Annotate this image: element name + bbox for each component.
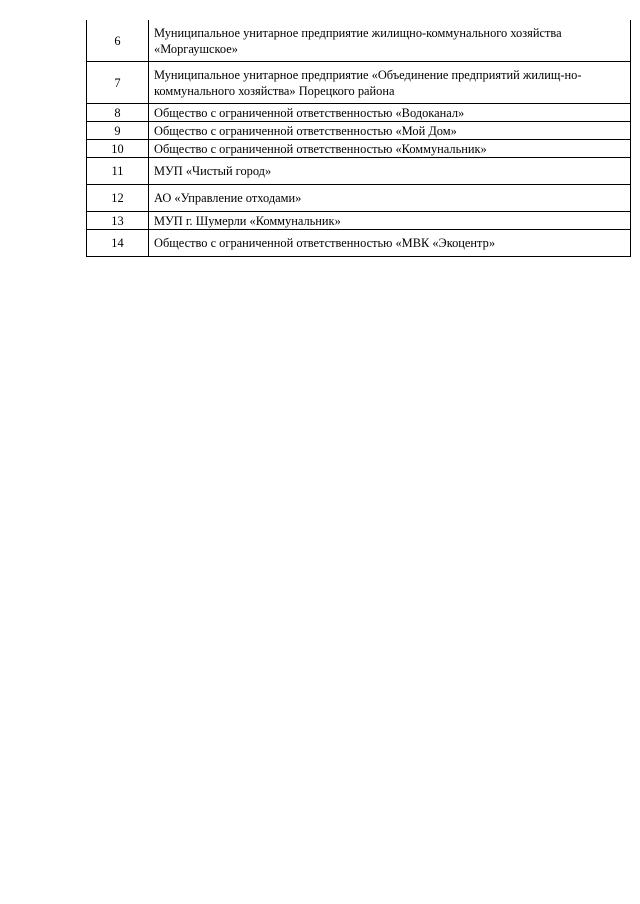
- organization-name: МУП г. Шумерли «Коммунальник»: [149, 212, 631, 230]
- organization-name: Муниципальное унитарное предприятие «Объединение предприятий жилищ-но-коммунального хозяйства» Порецкого района: [149, 62, 631, 104]
- organization-name: Общество с ограниченной ответственностью «Мой Дом»: [149, 122, 631, 140]
- organization-name: АО «Управление отходами»: [149, 185, 631, 212]
- table-row: [87, 230, 631, 257]
- row-number: 8: [87, 104, 149, 122]
- table-row: [87, 212, 631, 230]
- organization-name: МУП «Чистый город»: [149, 158, 631, 185]
- table-row: [87, 104, 631, 122]
- organization-name: Общество с ограниченной ответственностью «МВК «Экоцентр»: [149, 230, 631, 257]
- table-row: [87, 140, 631, 158]
- row-number: 10: [87, 140, 149, 158]
- row-number: 12: [87, 185, 149, 212]
- row-number: 7: [87, 62, 149, 104]
- table-row: [87, 185, 631, 212]
- row-number: 9: [87, 122, 149, 140]
- row-number: 6: [87, 20, 149, 62]
- table-row: [87, 62, 631, 104]
- table-row: [87, 20, 631, 62]
- organizations-table: [86, 20, 631, 257]
- row-number: 14: [87, 230, 149, 257]
- table-row: [87, 122, 631, 140]
- row-number: 13: [87, 212, 149, 230]
- organization-name: Общество с ограниченной ответственностью «Коммунальник»: [149, 140, 631, 158]
- row-number: 11: [87, 158, 149, 185]
- table-row: [87, 158, 631, 185]
- organization-name: Общество с ограниченной ответственностью «Водоканал»: [149, 104, 631, 122]
- organization-name: Муниципальное унитарное предприятие жилищно-коммунального хозяйства «Моргаушское»: [149, 20, 631, 62]
